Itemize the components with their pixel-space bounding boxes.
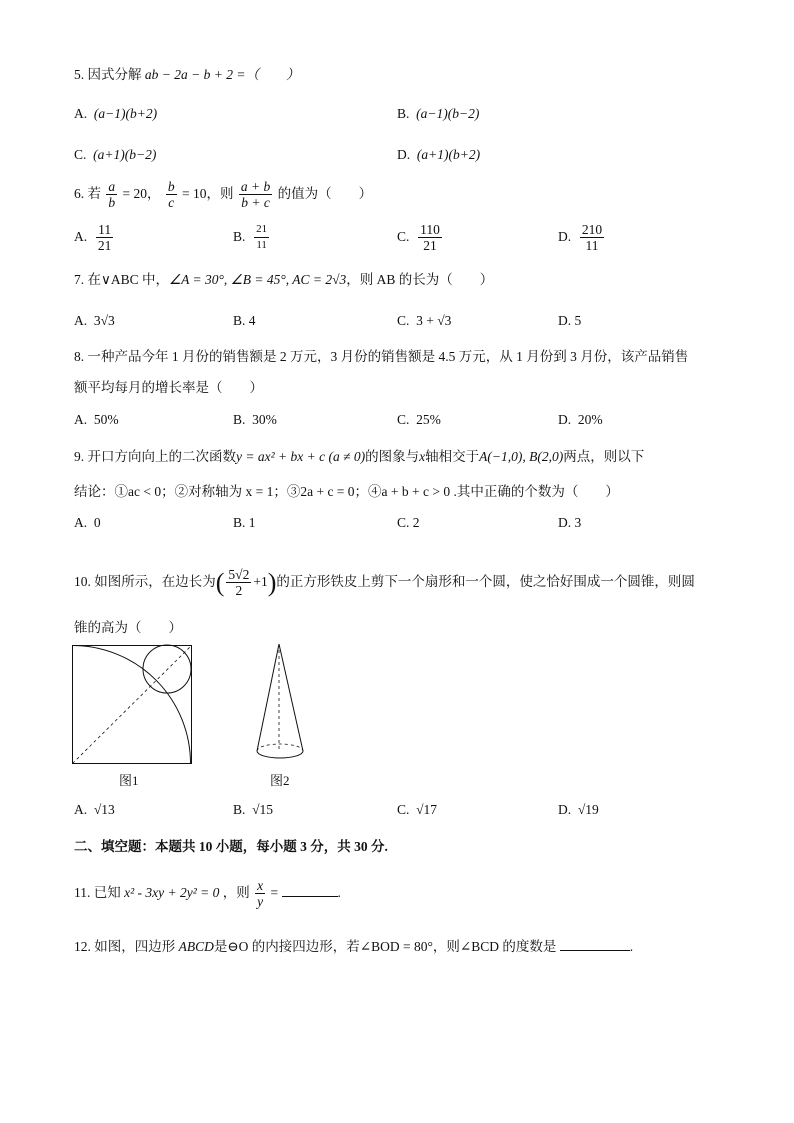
q8-option-a: A. 50% bbox=[74, 412, 119, 427]
q8-option-d: D. 20% bbox=[558, 412, 603, 427]
q10-option-b: B. √15 bbox=[233, 802, 274, 817]
q11-stem: 11. 已知 x² - 3xy + 2y² = 0 ，则 $\frac{x}{y}$ = . bbox=[74, 878, 341, 910]
small-circle bbox=[143, 645, 191, 693]
q5-option-c: C. (a+1)(b−2) bbox=[74, 147, 157, 162]
q10-stem-line2: 锥的高为（ ） bbox=[74, 620, 182, 635]
q5-stem: 5. 因式分解 ab − 2a − b + 2 =（ ） bbox=[74, 67, 300, 82]
q12-answer-blank[interactable] bbox=[560, 950, 630, 951]
q12-stem: 12. 如图，四边形 ABCD是⊖O 的内接四边形，若∠BOD = 80°，则∠BCD 的度数是 . bbox=[74, 939, 634, 954]
q9-stem-line1: 9. 开口方向向上的二次函数y = ax² + bx + c (a ≠ 0)的图象与x轴相交于A(−1,0), B(2,0)两点，则以下 bbox=[74, 449, 645, 464]
q5-option-a: A. (a−1)(b+2) bbox=[74, 106, 158, 121]
q10-figure-1 bbox=[72, 645, 194, 765]
q5-option-b: B. (a−1)(b−2) bbox=[397, 106, 480, 121]
q10-stem-line1: 10. 如图所示，在边长为( $\frac{5√2}{2}$ +1)的正方形铁皮上剪下一个扇形和一个圆，使之恰好围成一个圆锥，则圆 bbox=[74, 567, 695, 599]
cone-right-side bbox=[279, 644, 303, 751]
q6-option-d: D. $\frac{210}{11}$ bbox=[558, 222, 603, 254]
q6-fraction-b-c: $\frac{b}{c}$ bbox=[167, 179, 175, 211]
q6-stem: 6. 若 $\frac{a}{b}$ = 20， $\frac{b}{c}$ = 10，则 $\frac{a + b}{b + c}$ 的值为（ ） bbox=[74, 179, 373, 211]
q5-option-d: D. (a+1)(b+2) bbox=[397, 147, 481, 162]
q6-fraction-sum: $\frac{a + b}{b + c}$ bbox=[240, 179, 271, 211]
q10-figure-1-caption: 图1 bbox=[119, 773, 139, 788]
q8-option-b: B. 30% bbox=[233, 412, 277, 427]
q7-option-c: C. 3 + √3 bbox=[397, 313, 452, 328]
cone-base-front bbox=[257, 751, 303, 758]
q10-figure-2-caption: 图2 bbox=[270, 773, 290, 788]
section-2-heading: 二、填空题：本题共 10 小题，每小题 3 分，共 30 分. bbox=[74, 839, 388, 854]
q8-stem-line2: 额平均每月的增长率是（ ） bbox=[74, 380, 263, 395]
q11-answer-blank[interactable] bbox=[282, 896, 338, 897]
q6-option-c: C. $\frac{110}{21}$ bbox=[397, 222, 440, 254]
q7-option-d: D. 5 bbox=[558, 313, 582, 328]
q10-option-c: C. √17 bbox=[397, 802, 438, 817]
q10-option-d: D. √19 bbox=[558, 802, 599, 817]
q9-stem-line2: 结论：①ac < 0；②对称轴为 x = 1；③2a + c = 0；④a + b + c > 0 .其中正确的个数为（ ） bbox=[74, 484, 619, 499]
q6-fraction-a-b: $\frac{a}{b}$ bbox=[108, 179, 116, 211]
q8-stem-line1: 8. 一种产品今年 1 月份的销售额是 2 万元，3 月份的销售额是 4.5 万元，从 1 月份到 3 月份，该产品销售 bbox=[74, 349, 689, 364]
cone-left-side bbox=[257, 644, 279, 751]
q6-option-a: A. $\frac{11}{21}$ bbox=[74, 222, 112, 254]
q6-option-b: B. $\frac{21}{11}$ bbox=[233, 223, 268, 252]
diagonal-dashed bbox=[73, 646, 192, 764]
q8-option-c: C. 25% bbox=[397, 412, 441, 427]
q10-figure-2 bbox=[253, 643, 309, 765]
q9-option-d: D. 3 bbox=[558, 515, 582, 530]
q7-stem: 7. 在∨ABC 中，∠A = 30°, ∠B = 45°, AC = 2√3，则 AB 的长为（ ） bbox=[74, 272, 494, 287]
q10-option-a: A. √13 bbox=[74, 802, 115, 817]
q9-option-a: A. 0 bbox=[74, 515, 101, 530]
q7-option-b: B. 4 bbox=[233, 313, 256, 328]
cone-base-back bbox=[257, 744, 303, 751]
q7-option-a: A. 3√3 bbox=[74, 313, 115, 328]
q9-option-c: C. 2 bbox=[397, 515, 420, 530]
q9-option-b: B. 1 bbox=[233, 515, 256, 530]
